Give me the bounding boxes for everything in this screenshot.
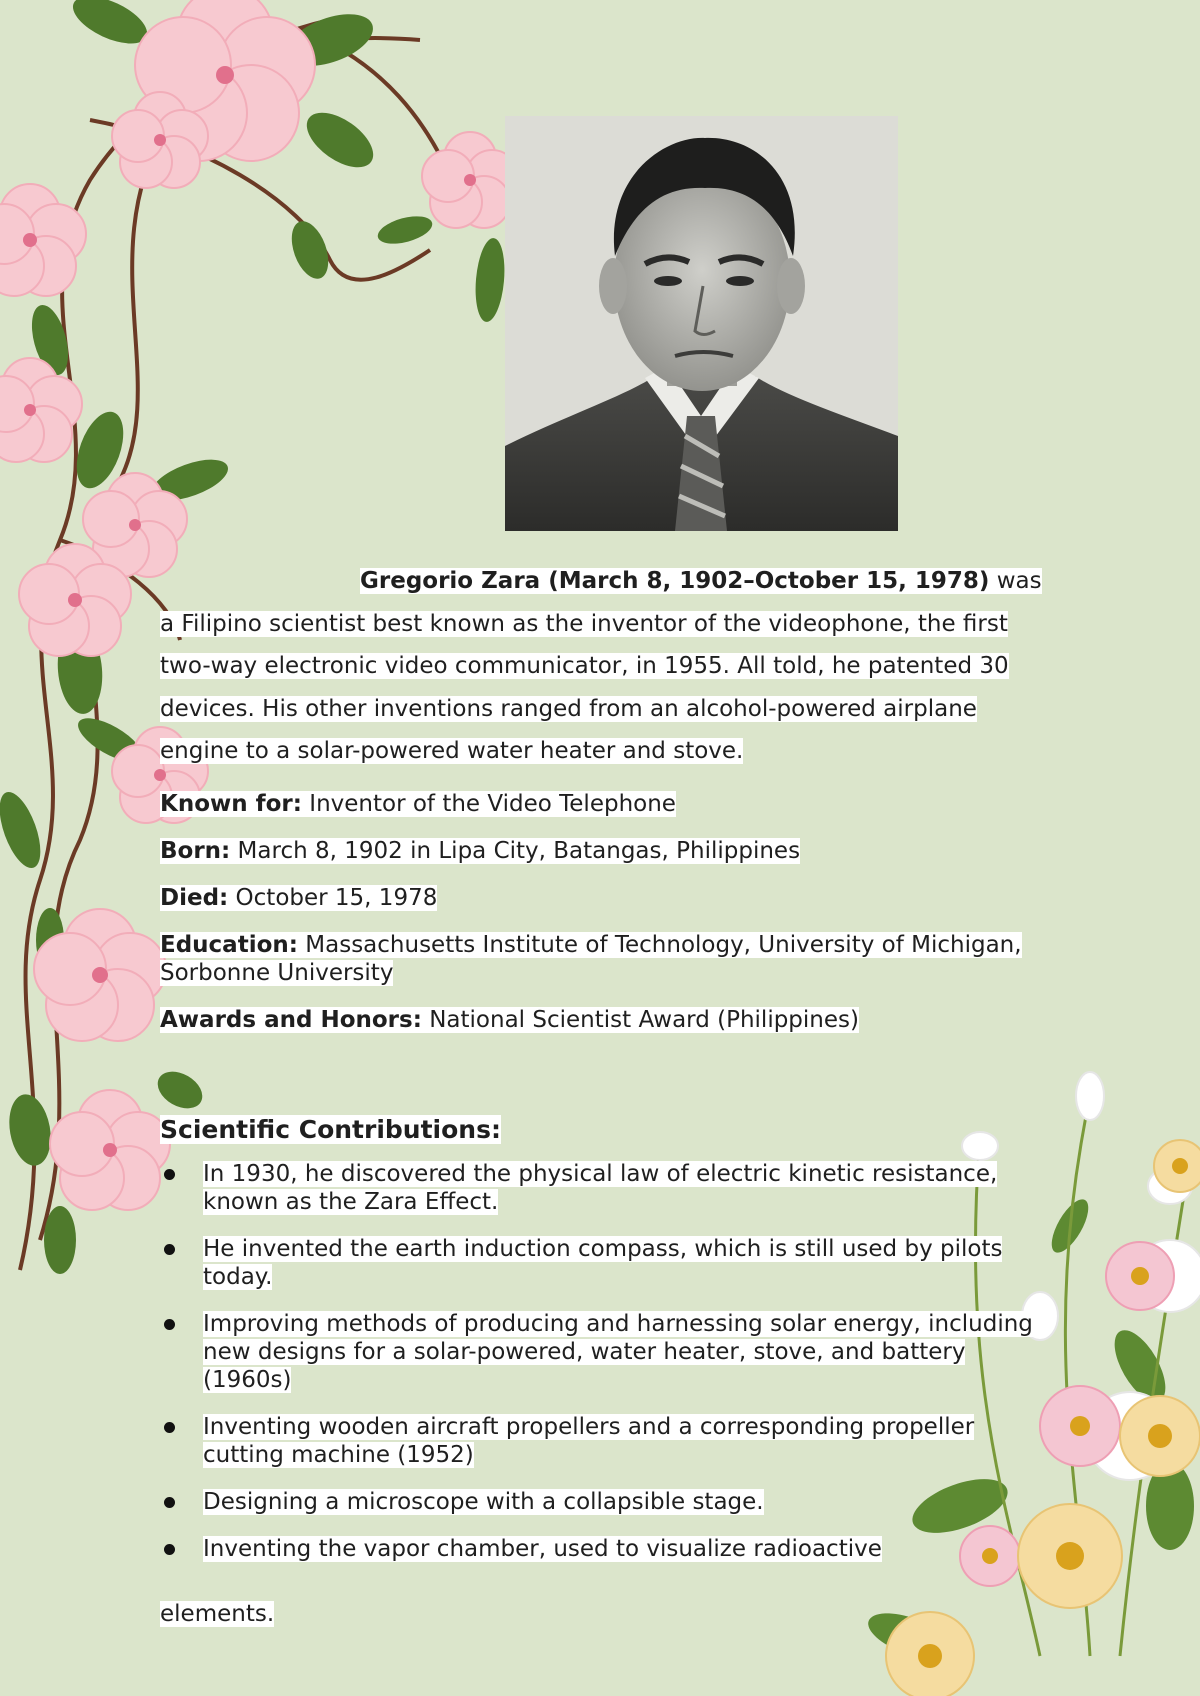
fact-value: National Scientist Award (Philippines) — [421, 1007, 859, 1033]
trailing-text: elements. — [160, 1601, 275, 1627]
list-item: Designing a microscope with a collapsible stage. — [160, 1488, 1080, 1516]
intro-line-1-rest: was — [989, 568, 1042, 594]
bullet-icon — [164, 1422, 175, 1433]
fact-awards — [160, 1006, 1080, 1034]
intro-bold-lead: Gregorio Zara (March 8, 1902–October 15, 1978) — [360, 568, 990, 594]
bullet-icon — [164, 1544, 175, 1555]
portrait-illustration — [505, 116, 898, 531]
intro-line-4: devices. His other inventions ranged from an alcohol-powered airplane — [160, 695, 977, 722]
contributions-heading: Scientific Contributions: — [160, 1115, 501, 1144]
bullet-icon — [164, 1169, 175, 1180]
fact-value: Inventor of the Video Telephone — [301, 791, 676, 817]
facts-list — [160, 790, 1080, 1053]
bullet-icon — [164, 1319, 175, 1330]
fact-label: Awards and Honors: — [160, 1007, 422, 1033]
fact-value: Massachusetts Institute of Technology, University of Michigan, — [297, 932, 1022, 958]
fact-label: Known for: — [160, 791, 302, 817]
fact-died — [160, 884, 1080, 912]
fact-label: Born: — [160, 838, 231, 864]
intro-paragraph — [160, 560, 1080, 773]
fact-label: Education: — [160, 932, 298, 958]
bullet-icon — [164, 1497, 175, 1508]
portrait-photo — [505, 116, 898, 531]
list-item: He invented the earth induction compass, which is still used by pilots today. — [160, 1235, 1080, 1291]
bullet-icon — [164, 1244, 175, 1255]
fact-value: October 15, 1978 — [228, 885, 438, 911]
intro-line-1 — [160, 560, 1080, 603]
intro-line-5: engine to a solar-powered water heater and stove. — [160, 738, 744, 764]
intro-line-2: a Filipino scientist best known as the inventor of the videophone, the first — [160, 610, 1008, 637]
fact-value: March 8, 1902 in Lipa City, Batangas, Philippines — [230, 838, 801, 864]
fact-education — [160, 931, 1080, 987]
fact-value-cont: Sorbonne University — [160, 960, 394, 986]
fact-born — [160, 837, 1080, 865]
fact-label: Died: — [160, 885, 229, 911]
contributions-list — [160, 1160, 1080, 1582]
list-item: Improving methods of producing and harnessing solar energy, including new designs for a solar-powered, water heater, stove, and battery (1960s) — [160, 1310, 1080, 1394]
fact-known-for — [160, 790, 1080, 818]
list-item: In 1930, he discovered the physical law of electric kinetic resistance, known as the Zara Effect. — [160, 1160, 1080, 1216]
intro-line-3: two-way electronic video communicator, in 1955. All told, he patented 30 — [160, 653, 1009, 679]
list-item: Inventing wooden aircraft propellers and a corresponding propeller cutting machine (1952) — [160, 1413, 1080, 1469]
list-item: Inventing the vapor chamber, used to visualize radioactive — [160, 1535, 1080, 1563]
